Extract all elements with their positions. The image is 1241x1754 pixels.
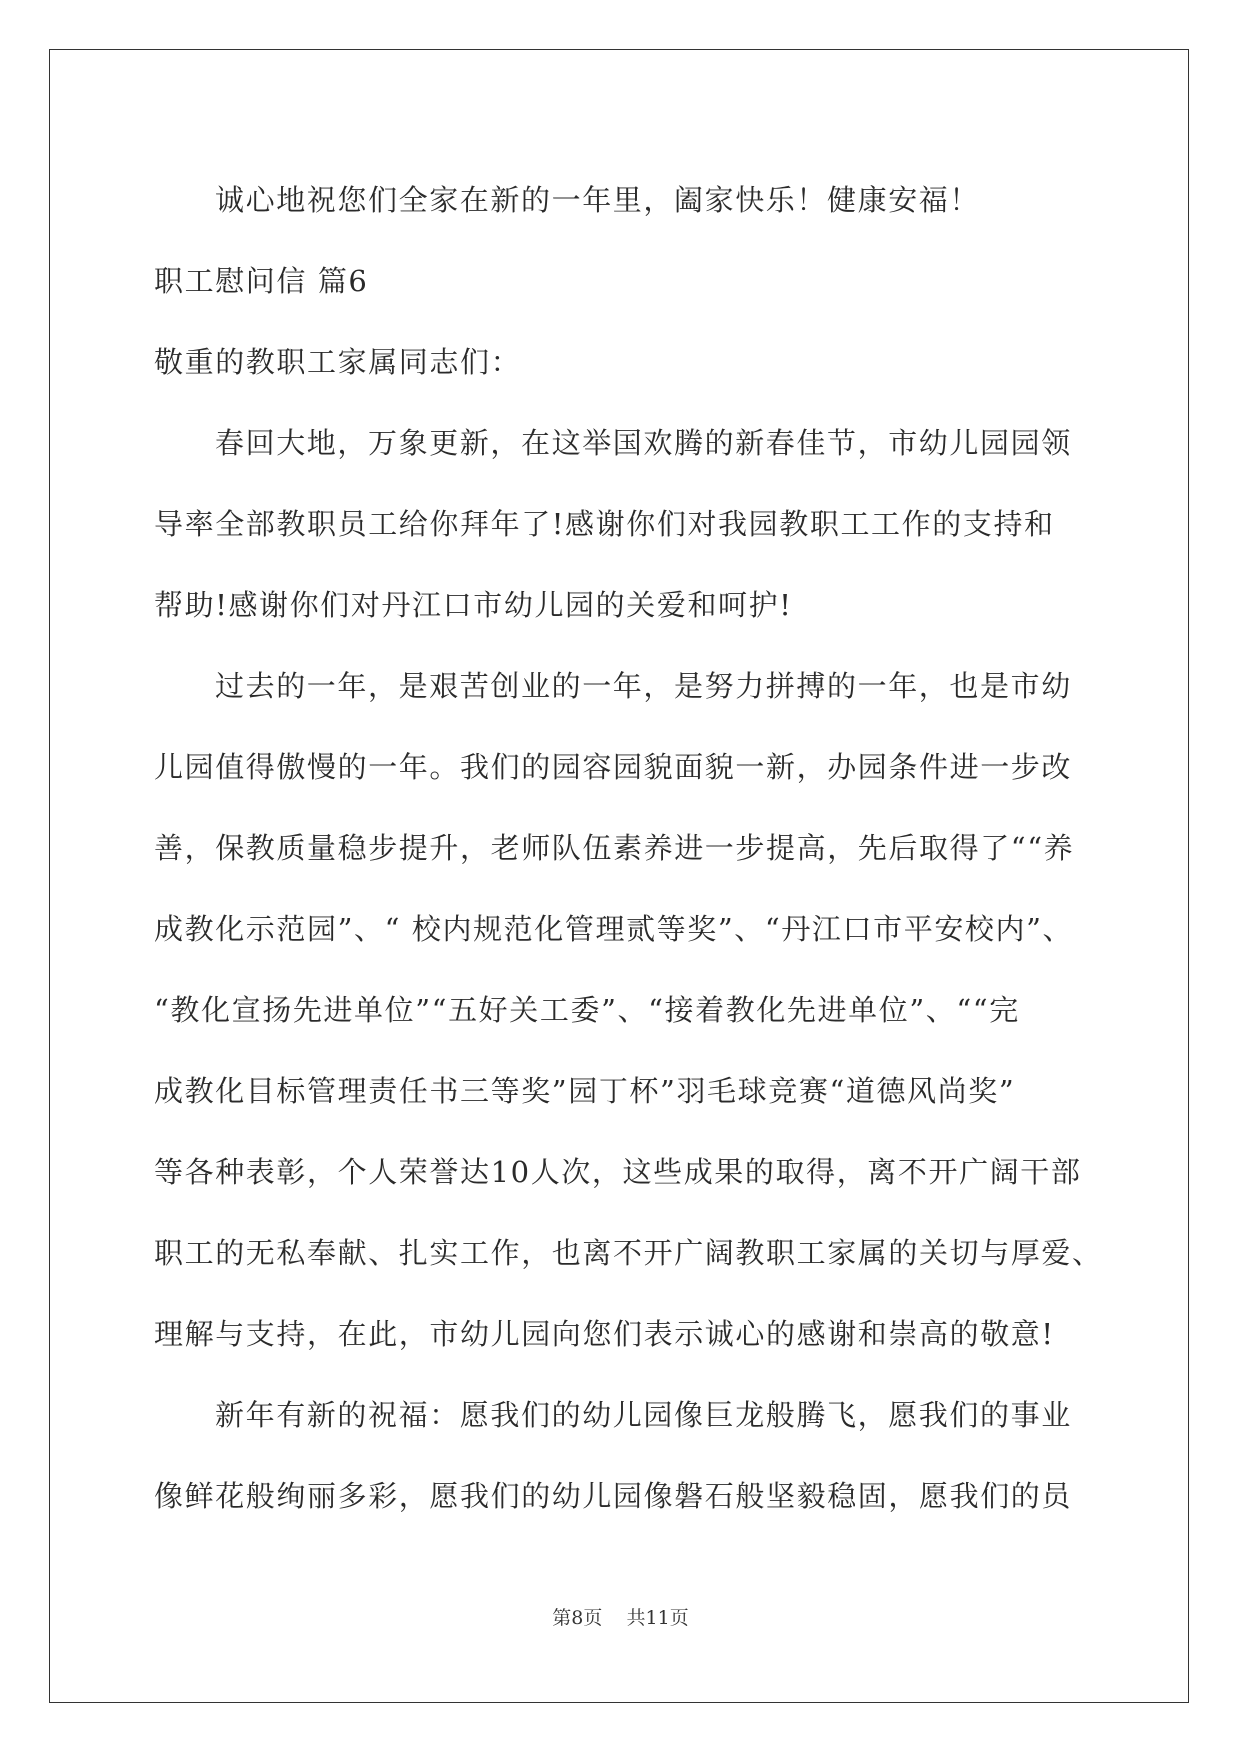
paragraph-line: 理解与支持，在此，市幼儿园向您们表示诚心的感谢和崇高的敬意! [154, 1317, 1055, 1351]
page-number-footer: 第8页 共11页 [552, 1607, 689, 1629]
paragraph-line: “教化宣扬先进单位”“五好关工委”、“接着教化先进单位”、““完 [154, 993, 1020, 1027]
paragraph-line: 善，保教质量稳步提升，老师队伍素养进一步提高，先后取得了““养 [154, 831, 1075, 865]
paragraph-line: 职工的无私奉献、扎实工作，也离不开广阔教职工家属的关切与厚爱、 [154, 1236, 1103, 1270]
salutation: 敬重的教职工家属同志们： [154, 345, 522, 379]
paragraph-line: 成教化目标管理责任书三等奖”园丁杯”羽毛球竞赛“道德风尚奖” [154, 1074, 1016, 1108]
paragraph-line: 成教化示范园”、“ 校内规范化管理贰等奖”、“丹江口市平安校内”、 [154, 912, 1074, 946]
paragraph-line: 导率全部教职员工给你拜年了!感谢你们对我园教职工工作的支持和 [154, 507, 1055, 541]
paragraph-line: 像鲜花般绚丽多彩，愿我们的幼儿园像磐石般坚毅稳固，愿我们的员 [154, 1479, 1073, 1513]
paragraph-line: 帮助!感谢你们对丹江口市幼儿园的关爱和呵护! [154, 588, 793, 622]
document-body [154, 160, 1103, 1537]
paragraph-line: 儿园值得傲慢的一年。我们的园容园貌面貌一新，办园条件进一步改 [154, 750, 1073, 784]
section-heading: 职工慰问信 篇6 [154, 264, 369, 298]
paragraph-line: 诚心地祝您们全家在新的一年里，阖家快乐！健康安福！ [215, 183, 981, 217]
paragraph-line: 春回大地，万象更新，在这举国欢腾的新春佳节，市幼儿园园领 [215, 426, 1072, 460]
paragraph-line: 过去的一年，是艰苦创业的一年，是努力拼搏的一年，也是市幼 [215, 669, 1072, 703]
paragraph-line: 新年有新的祝福：愿我们的幼儿园像巨龙般腾飞，愿我们的事业 [215, 1398, 1072, 1432]
paragraph-line: 等各种表彰，个人荣誉达10人次，这些成果的取得，离不开广阔干部 [154, 1155, 1082, 1189]
